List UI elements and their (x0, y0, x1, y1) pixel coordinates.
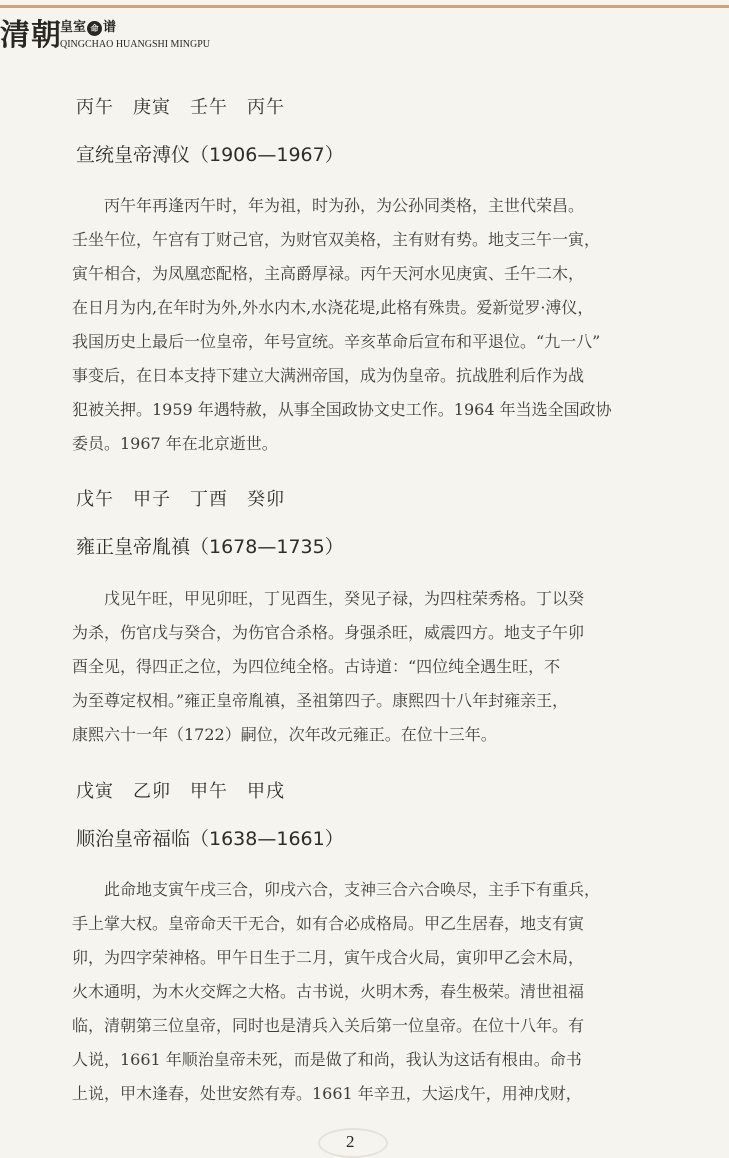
text-line: 手上掌大权。皇帝命天干无合，如有合必成格局。甲乙生居春，地支有寅 (72, 914, 585, 933)
top-rule (0, 5, 729, 8)
text-line: 丙午年再逢丙午时，年为祖，时为孙，为公孙同类格，主世代荣昌。 (104, 196, 585, 215)
text-line: 临，清朝第三位皇帝，同时也是清兵入关后第一位皇帝。在位十八年。有 (72, 1016, 585, 1035)
text-line: 戊见午旺，甲见卯旺，丁见酉生，癸见子禄，为四柱荣秀格。丁以癸 (104, 589, 585, 608)
text-line: 火木通明，为木火交辉之大格。古书说，火明木秀，春生极荣。清世祖福 (72, 982, 585, 1001)
book-logo: 清朝 (0, 18, 62, 53)
running-header (0, 18, 300, 58)
text-line: 此命地支寅午戌三合，卯戌六合，支神三合六合唤尽，主手下有重兵， (104, 880, 601, 899)
entry-title: 宣统皇帝溥仪（1906—1967） (76, 144, 344, 166)
text-line: 为杀，伤官戊与癸合，为伤官合杀格。身强杀旺，威震四方。地支子午卯 (72, 623, 585, 642)
book-title-latin: QINGCHAO HUANGSHI MINGPU (60, 39, 210, 50)
subtitle-part-b: 谱 (103, 20, 117, 35)
bazi-pillars: 戊午 甲子 丁酉 癸卯 (76, 489, 285, 510)
text-line: 为至尊定权相。”雍正皇帝胤禛，圣祖第四子。康熙四十八年封雍亲王， (72, 691, 569, 710)
text-line: 在日月为内,在年时为外,外水内木,水浇花堤,此格有殊贵。爱新觉罗·溥仪， (72, 298, 594, 317)
text-line: 上说，甲木逢春，处世安然有寿。1661 年辛丑，大运戊午，用神戊财， (72, 1084, 582, 1103)
seal-icon: 命 (87, 21, 102, 36)
text-line: 卯，为四字荣神格。甲午日生于二月，寅午戌合火局，寅卯甲乙会木局， (72, 948, 585, 967)
text-line: 寅午相合，为凤凰恋配格，主高爵厚禄。丙午天河水见庚寅、壬午二木， (72, 264, 585, 283)
text-line: 人说，1661 年顺治皇帝未死，而是做了和尚，我认为这话有根由。命书 (72, 1050, 582, 1069)
text-line: 酉全见，得四正之位，为四位纯全格。古诗道：“四位纯全遇生旺，不 (72, 657, 561, 676)
text-line: 我国历史上最后一位皇帝，年号宣统。辛亥革命后宣布和平退位。“九一八” (72, 332, 601, 351)
bazi-pillars: 丙午 庚寅 壬午 丙午 (76, 97, 285, 118)
page-number: 2 (346, 1132, 355, 1151)
entry-title: 雍正皇帝胤禛（1678—1735） (76, 536, 344, 558)
bazi-pillars: 戊寅 乙卯 甲午 甲戌 (76, 781, 285, 802)
book-subtitle (60, 20, 116, 36)
text-line: 犯被关押。1959 年遇特赦，从事全国政协文史工作。1964 年当选全国政协 (72, 400, 612, 419)
text-line: 康熙六十一年（1722）嗣位，次年改元雍正。在位十三年。 (72, 725, 497, 744)
subtitle-part-a: 皇室 (60, 20, 87, 35)
text-line: 事变后，在日本支持下建立大满洲帝国，成为伪皇帝。抗战胜利后作为战 (72, 366, 585, 385)
entry-title: 顺治皇帝福临（1638—1661） (76, 828, 344, 850)
text-line: 委员。1967 年在北京逝世。 (72, 434, 278, 453)
text-line: 壬坐午位，午宫有丁财己官，为财官双美格，主有财有势。地支三午一寅， (72, 230, 601, 249)
